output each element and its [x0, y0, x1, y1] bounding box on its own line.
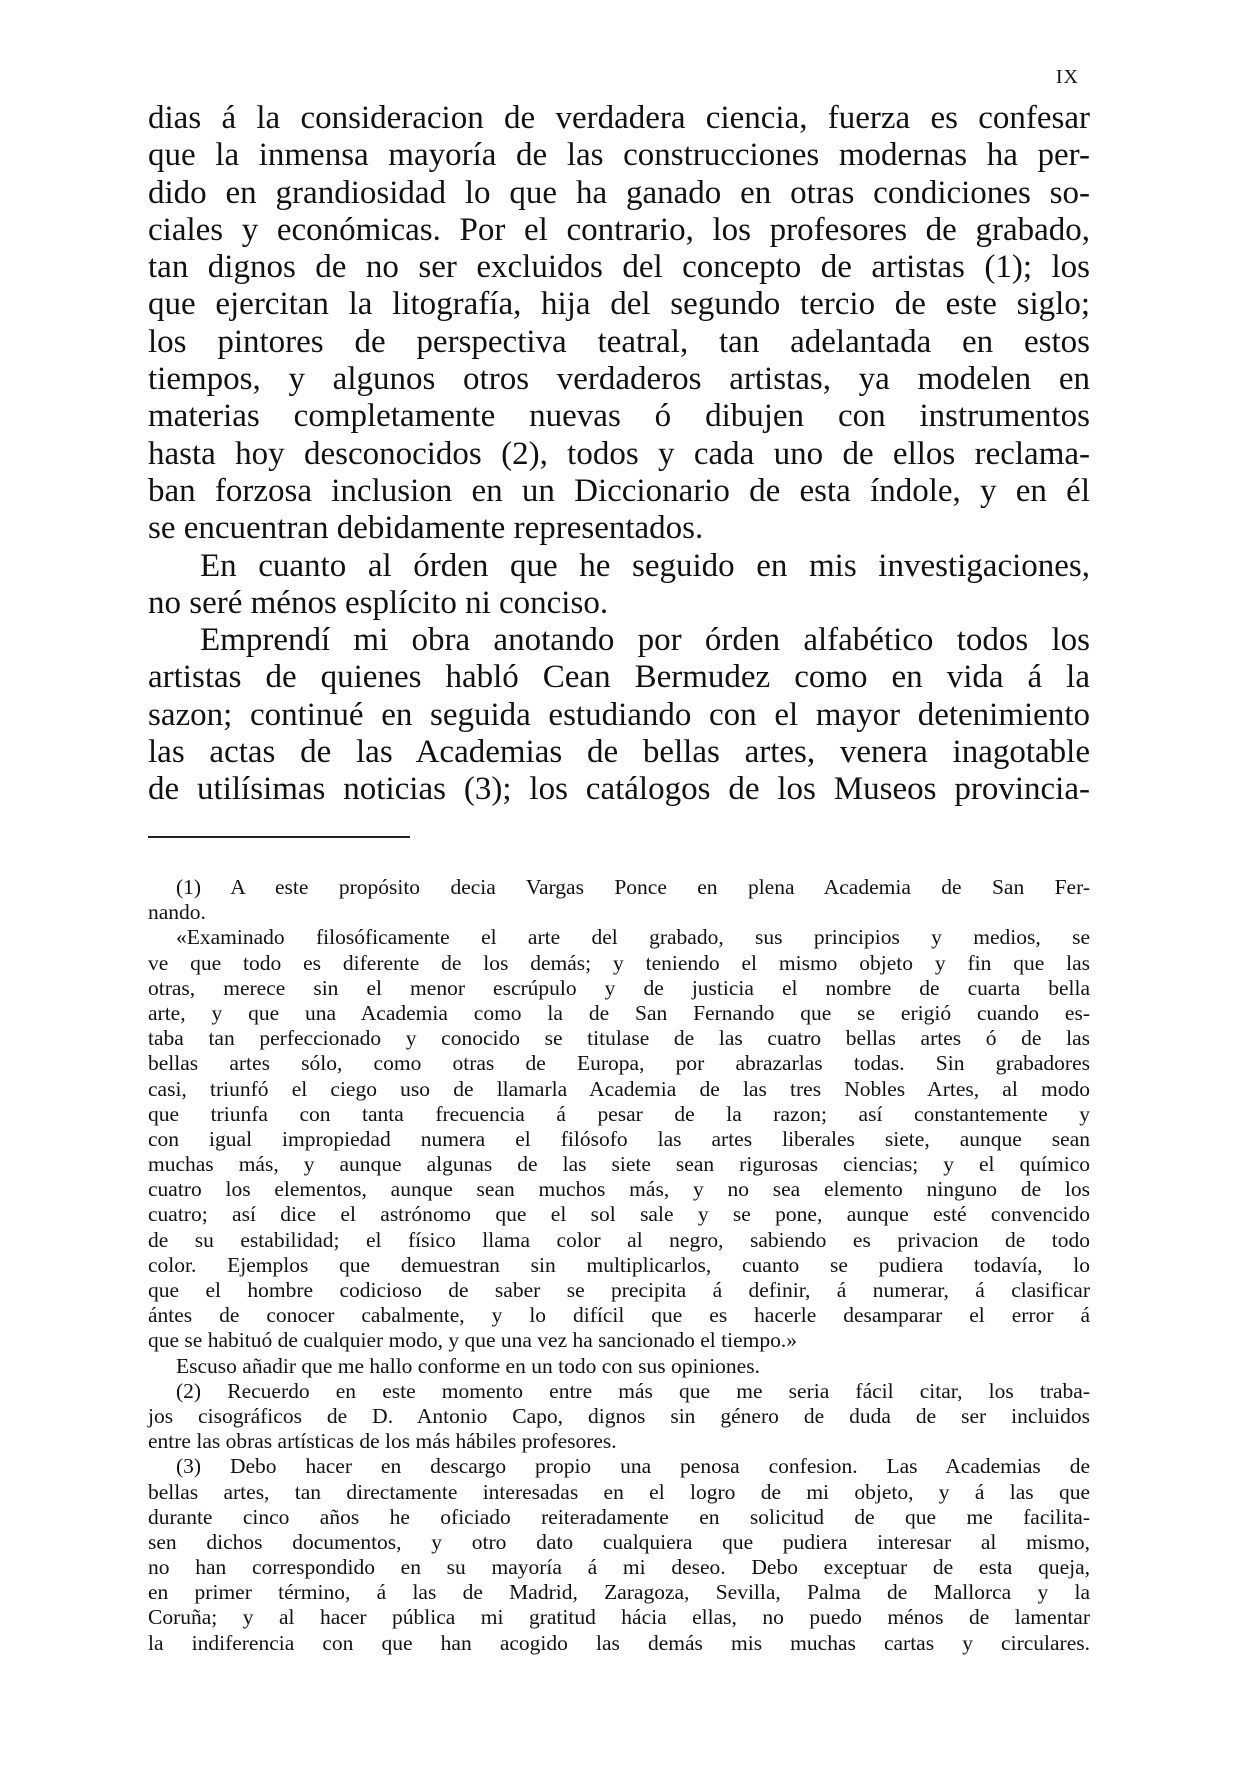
footnotes — [148, 875, 1090, 1656]
footnote-line: que triunfa con tanta frecuencia á pesar de la razon; así constantemente y — [148, 1101, 1090, 1126]
text-line: sazon; continué en seguida estudiando con el mayor detenimiento — [148, 696, 1090, 733]
footnote-line: ántes de conocer cabalmente, y lo difícil que es hacerle desamparar el error á — [148, 1303, 1090, 1328]
footnote-line: nando. — [148, 900, 206, 925]
footnote-line: de su estabilidad; el físico llama color al negro, sabiendo es privacion de todo — [148, 1227, 1090, 1252]
footnote-line: «Examinado filosóficamente el arte del grabado, sus principios y medios, se — [176, 925, 1090, 950]
footnote-line: cuatro; así dice el astrónomo que el sol sale y se pone, aunque esté convencido — [148, 1202, 1090, 1227]
footnote-line: casi, triunfó el ciego uso de llamarla Academia de las tres Nobles Artes, al modo — [148, 1076, 1090, 1101]
footnote-line: con igual impropiedad numera el filósofo las artes liberales siete, aunque sean — [148, 1126, 1090, 1151]
text-line: materias completamente nuevas ó dibujen con instrumentos — [148, 398, 1090, 435]
footnote-line: la indiferencia con que han acogido las demás mis muchas cartas y circulares. — [148, 1630, 1090, 1655]
text-line: artistas de quienes habló Cean Bermudez como en vida á la — [148, 659, 1090, 696]
text-line: que ejercitan la litografía, hija del segundo tercio de este siglo; — [148, 286, 1090, 323]
text-line: hasta hoy desconocidos (2), todos y cada uno de ellos reclama- — [148, 435, 1090, 472]
main-text — [148, 100, 1090, 809]
footnote-line: jos cisográficos de D. Antonio Capo, dignos sin género de duda de ser incluidos — [148, 1403, 1090, 1428]
footnote-line: en primer término, á las de Madrid, Zaragoza, Sevilla, Palma de Mallorca y la — [148, 1580, 1090, 1605]
text-line: las actas de las Academias de bellas artes, venera inagotable — [148, 734, 1090, 771]
text-line: de utilísimas noticias (3); los catálogos de los Museos provincia- — [148, 771, 1090, 808]
footnote-line: bellas artes sólo, como otras de Europa, por abrazarlas todas. Sin grabadores — [148, 1051, 1090, 1076]
footnote-line: cuatro los elementos, aunque sean muchos más, y no sea elemento ninguno de los — [148, 1177, 1090, 1202]
footnote-line: bellas artes, tan directamente interesadas en el logro de mi objeto, y á las que — [148, 1479, 1090, 1504]
footnote-line: otras, merece sin el menor escrúpulo y de justicia el nombre de cuarta bella — [148, 975, 1090, 1000]
text-line: que la inmensa mayoría de las construcciones modernas ha per- — [148, 137, 1090, 174]
text-line: En cuanto al órden que he seguido en mis investigaciones, — [200, 547, 1090, 584]
text-line: ciales y económicas. Por el contrario, los profesores de grabado, — [148, 211, 1090, 248]
footnote-line: no han correspondido en su mayoría á mi deseo. Debo exceptuar de esta queja, — [148, 1555, 1090, 1580]
footnote-line: Escuso añadir que me hallo conforme en un todo con sus opiniones. — [176, 1353, 760, 1378]
footnote-line: color. Ejemplos que demuestran sin multiplicarlos, cuanto se pudiera todavía, lo — [148, 1252, 1090, 1277]
footnote-line: que se habituó de cualquier modo, y que una vez ha sancionado el tiempo.» — [148, 1328, 797, 1353]
footnote-line: muchas más, y aunque algunas de las siete sean rigurosas ciencias; y el químico — [148, 1152, 1090, 1177]
text-line: dido en grandiosidad lo que ha ganado en otras condiciones so- — [148, 174, 1090, 211]
footnote-line: ve que todo es diferente de los demás; y teniendo el mismo objeto y fin que las — [148, 950, 1090, 975]
page-number: IX — [1055, 66, 1079, 88]
footnote-line: entre las obras artísticas de los más hábiles profesores. — [148, 1429, 617, 1454]
footnote-line: (3) Debo hacer en descargo propio una penosa confesion. Las Academias de — [176, 1454, 1090, 1479]
footnote-line: que el hombre codicioso de saber se precipita á definir, á numerar, á clasificar — [148, 1278, 1090, 1302]
footnote-divider — [148, 836, 410, 838]
text-line: dias á la consideracion de verdadera ciencia, fuerza es confesar — [148, 100, 1090, 136]
text-line: ban forzosa inclusion en un Diccionario de esta índole, y en él — [148, 472, 1090, 509]
footnote-line: sen dichos documentos, y otro dato cualquiera que pudiera interesar al mismo, — [148, 1529, 1090, 1554]
footnote-line: Coruña; y al hacer pública mi gratitud hácia ellas, no puedo ménos de lamentar — [148, 1605, 1090, 1630]
text-line: no seré ménos esplícito ni conciso. — [148, 584, 609, 621]
footnote-line: arte, y que una Academia como la de San Fernando que se erigió cuando es- — [148, 1000, 1090, 1025]
footnote-line: taba tan perfeccionado y conocido se titulase de las cuatro bellas artes ó de las — [148, 1026, 1090, 1051]
footnote-line: (1) A este propósito decia Vargas Ponce en plena Academia de San Fer- — [176, 875, 1090, 899]
footnote-line: durante cinco años he oficiado reiteradamente en solicitud de que me facilita- — [148, 1504, 1090, 1529]
text-line: se encuentran debidamente representados. — [148, 510, 704, 547]
text-line: los pintores de perspectiva teatral, tan adelantada en estos — [148, 323, 1090, 360]
footnote-line: (2) Recuerdo en este momento entre más que me seria fácil citar, los traba- — [176, 1378, 1090, 1403]
text-line: tiempos, y algunos otros verdaderos artistas, ya modelen en — [148, 361, 1090, 398]
text-line: Emprendí mi obra anotando por órden alfabético todos los — [200, 622, 1090, 659]
text-line: tan dignos de no ser excluidos del concepto de artistas (1); los — [148, 249, 1090, 286]
